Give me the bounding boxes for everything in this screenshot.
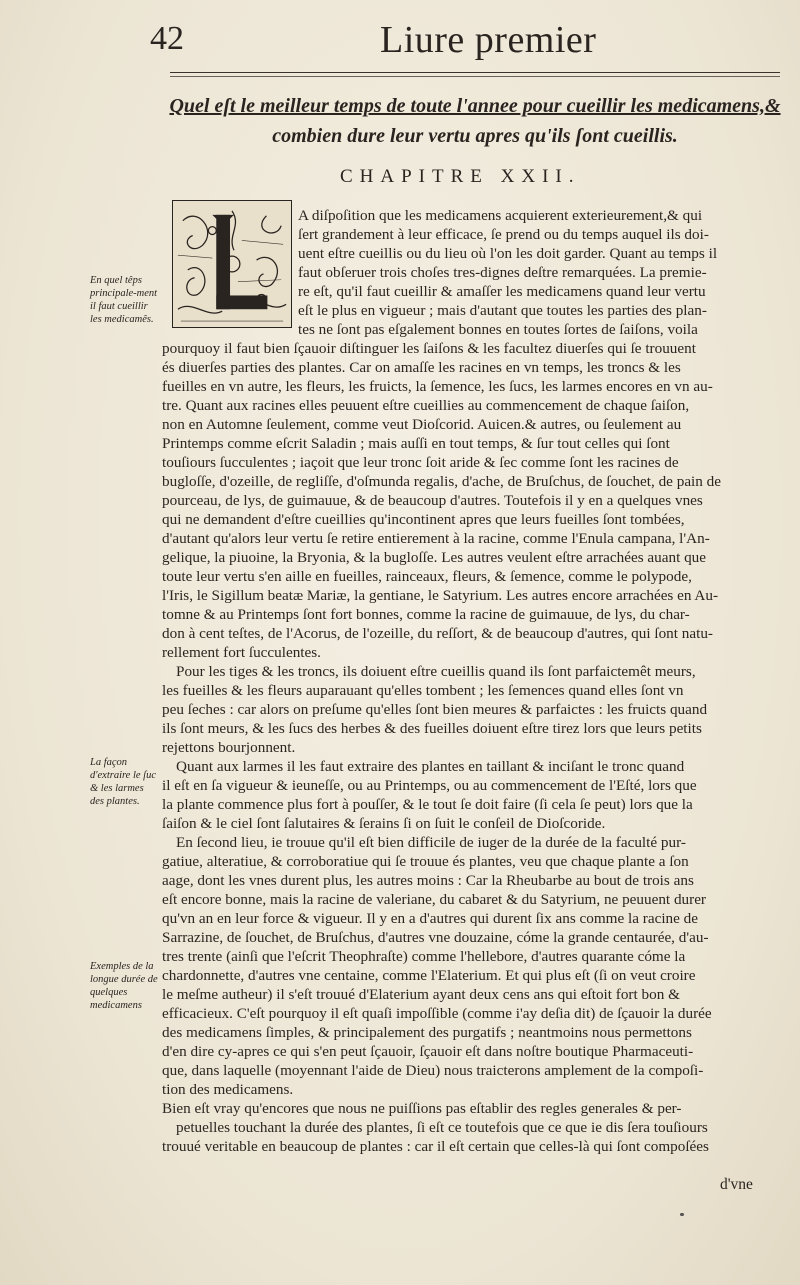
body-line: pourquoy il faut bien ſçauoir diſtinguer les ſaiſons & les facultez diuerſes qui ſe trouuent (162, 340, 696, 357)
body-line: efficacieux. C'eſt pourquoy il eſt quaſi impoſſible (comme i'ay deſia dit) de ſçauoir la durée (162, 1005, 712, 1022)
body-line: aage, dont les vnes durent plus, les autres moins : Car la Rheubarbe au bout de trois ans (162, 872, 694, 889)
body-line: les fueilles & les fleurs auparauant qu'elles tombent ; les ſemences quand elles ſont vn (162, 682, 684, 699)
chapter-title-line-1: Quel eſt le meilleur temps de toute l'annee pour cueillir les medicamens,& (169, 95, 781, 117)
body-line: d'en dire cy-apres ce qui s'en peut ſçauoir, ſçauoir eſt dans noſtre boutique Pharmaceuti- (162, 1043, 694, 1060)
body-line: petuelles touchant la durée des plantes, ſi eſt ce toutefois que ce que ie dis ſera touſiours (176, 1119, 708, 1136)
body-line: fueilles en vn autre, les fleurs, les fruicts, la ſemence, les ſucs, les larmes encores en vn au- (162, 378, 713, 395)
header-rule (170, 72, 780, 73)
body-line: don à cent teſtes, de l'Acorus, de l'ozeille, du reſſort, & de beaucoup d'autres, qui ſont natu- (162, 625, 713, 642)
body-line: Printemps comme eſcrit Saladin ; mais auſſi en tout temps, & ſur tout celles qui ſont (162, 435, 670, 452)
body-line: que, dans laquelle (moyennant l'aide de Dieu) nous traicterons amplement de la compoſi- (162, 1062, 704, 1079)
body-line: peu ſeches : car alors on preſume qu'elles ſont bien meures & parfaictes : les fruicts quand (162, 701, 708, 718)
decorated-initial-L (172, 200, 292, 328)
body-line: rejettons bourjonnent. (162, 739, 296, 756)
page-number: 42 (150, 20, 184, 57)
body-line: ils ſont meurs, & les ſucs des herbes & des fueilles doiuent eſtre tirez lors que leurs petits (162, 720, 702, 737)
body-line: Sarrazine, de ſouchet, de Bruſchus, d'autres vne douzaine, cóme la grande centaurée, d'au- (162, 929, 709, 946)
body-line: trouué veritable en beaucoup de plantes : car il eſt certain que celles-là qui ſont compoſées (162, 1138, 709, 1155)
body-line: le meſme autheur) il s'eſt trouué d'Elaterium ayant deux cens ans qui eſtoit fort bon & (162, 986, 680, 1003)
body-line: tion des medicamens. (162, 1081, 294, 1098)
body-line: tres trente (ainſi que l'eſcrit Theophraſte) comme l'hellebore, d'autres quarante cóme la (162, 948, 686, 965)
body-line: faut obſeruer trois choſes tres-dignes deſtre remarquées. La premie- (298, 264, 707, 281)
body-line: il eſt en ſa vigueur & ieuneſſe, ou au Printemps, ou au commencement de l'Eſté, lors que (162, 777, 697, 794)
header-rule-thin (170, 76, 780, 77)
chapter-title-line-2: combien dure leur vertu apres qu'ils ſont cueillis. (272, 125, 678, 147)
ink-spot (680, 1213, 684, 1216)
body-line: En ſecond lieu, ie trouue qu'il eſt bien difficile de iuger de la durée de la faculté pur- (176, 834, 686, 851)
catchword: d'vne (720, 1176, 753, 1193)
body-line: ſert grandement à leur efficace, ſe prend ou du temps auquel ils doi- (298, 226, 709, 243)
body-line: eſt encore bonne, mais la racine de valeriane, du cabaret & du Satyrium, ne peuuent durer (162, 891, 706, 908)
body-line: qu'vn an en leur force & vigueur. Il y en a d'autres qui durent ſix ans comme la racine de (162, 910, 699, 927)
body-line: A diſpoſition que les medicamens acquierent exterieurement,& qui (298, 207, 703, 224)
margin-note-duration-examples: Exemples de la longue durée de quelques medicamens (90, 961, 158, 1011)
body-line: tes ne ſont pas eſgalement bonnes en toutes ſortes de ſaiſons, voila (298, 321, 698, 338)
body-line: des medicamens ſimples, & principalement des purgatifs ; neantmoins nous permettons (162, 1024, 692, 1041)
margin-note-extraction: La façon d'extraire le ſuc & les larmes des plantes. (90, 757, 156, 807)
body-line: l'Iris, le Sigillum beatæ Mariæ, la gentiane, le Satyrium. Les autres encore arrachées en Au- (162, 587, 719, 604)
body-line: Pour les tiges & les troncs, ils doiuent eſtre cueillis quand ils ſont parfaictemêt meurs, (176, 663, 696, 680)
body-line: gatiue, alteratiue, & corroboratiue qui ſe trouue és plantes, veu que chaque plante a ſon (162, 853, 689, 870)
body-line: gelique, la piuoine, la Bryonia, & la bugloſſe. Les autres veulent eſtre arrachées auant que (162, 549, 707, 566)
body-line: bugloſſe, d'ozeille, de regliſſe, d'oſmunda regalis, d'ache, de Bruſchus, de ſouchet, de pain de (162, 473, 722, 490)
body-line: chardonnette, d'autres vne centaine, comme l'Elaterium. Et qui plus eſt (ſi on veut croire (162, 967, 696, 984)
body-line: és diuerſes parties des plantes. Car on amaſſe les racines en vn temps, les troncs & les (162, 359, 681, 376)
body-line: tomne & au Printemps ſont fort bonnes, comme la racine de guimauue, de lys, du char- (162, 606, 690, 623)
floral-initial-illustration (173, 201, 291, 327)
body-line: d'autant qu'alors leur vertu ſe retire entierement à la racine, comme l'Enula campana, l'An- (162, 530, 710, 547)
body-line: qui ne demandent d'eſtre cueillies qu'incontinent apres que leurs fueilles ſont tombées, (162, 511, 685, 528)
chapter-label: CHAPITRE XXII. (340, 166, 581, 187)
body-line: Bien eſt vray qu'encores que nous ne puiſſions pas eſtablir des regles generales & per- (162, 1100, 682, 1117)
body-line: uent eſtre cueillis ou du lieu où l'on les doit garder. Quant au temps il (298, 245, 718, 262)
body-line: Quant aux larmes il les faut extraire des plantes en taillant & inciſant le tronc quand (176, 758, 685, 775)
running-title: Liure premier (380, 19, 597, 61)
body-line: eſt le plus en vigueur ; mais d'autant que toutes les parties des plan- (298, 302, 707, 319)
margin-note-harvest-time: En quel têps principale-ment il faut cueillir les medicamês. (90, 275, 158, 325)
body-line: tre. Quant aux racines elles peuuent eſtre cueillies au commencement de chaque ſaiſon, (162, 397, 690, 414)
body-line: re eſt, qu'il faut cueillir & amaſſer les medicamens quand leur vertu (298, 283, 706, 300)
body-line: ſaiſon & le ciel ſont ſalutaires & ſerains ſi on ſuit le conſeil de Dioſcoride. (162, 815, 606, 832)
body-line: rellement fort ſucculentes. (162, 644, 321, 661)
body-line: touſiours ſucculentes ; iaçoit que leur tronc ſoit aride & ſec comme ſont les racines de (162, 454, 679, 471)
body-line: non en Automne ſeulement, comme veut Dioſcorid. Auicen.& autres, ou ſeulement au (162, 416, 682, 433)
body-line: la plante commence plus fort à pouſſer, & le tout ſe doit faire (ſi cela ſe peut) lors que la (162, 796, 693, 813)
body-line: pourceau, de lys, de guimauue, & de beaucoup d'autres. Toutefois il y en a quelques vnes (162, 492, 703, 509)
body-line: toute leur vertu s'en aille en fueilles, rainceaux, fleurs, & ſemence, comme le polypode, (162, 568, 692, 585)
